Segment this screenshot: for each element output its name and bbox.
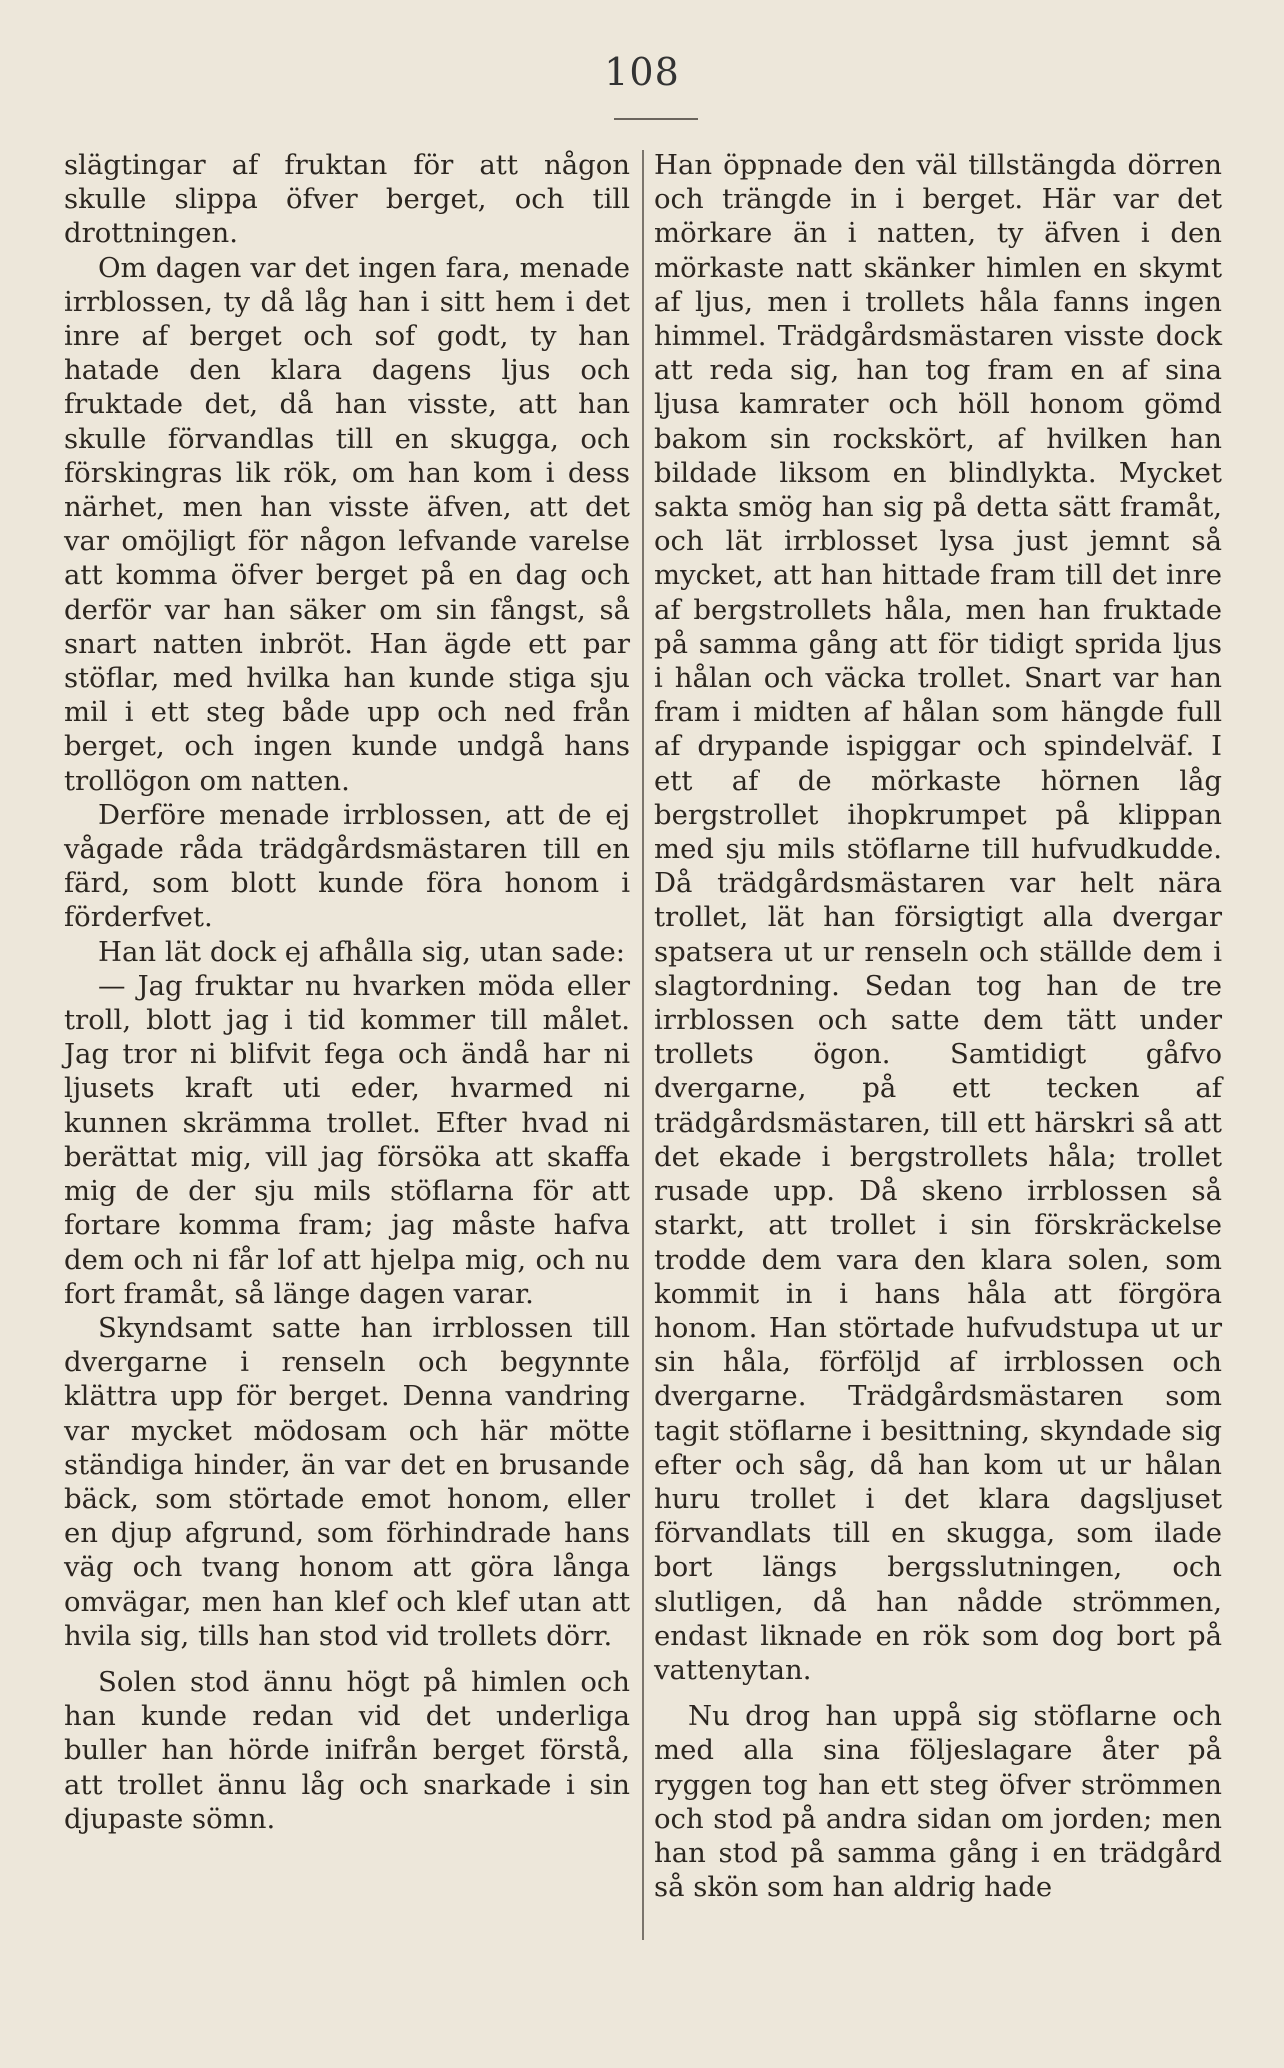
paragraph: — Jag fruktar nu hvarken möda eller troll, blott jag i tid kommer till målet. Jag tror ni blifvit fega och ändå har ni ljusets kraft uti eder, hvarmed ni kunnen skrämma trollet. Efter hvad ni berättat mig, vill jag försöka att skaffa mig de der sju mils stöflarna för att fortare komma fram; jag måste hafva dem och ni får lof att hjelpa mig, och nu fort framåt, så länge dagen varar.: [64, 969, 630, 1310]
paragraph: Han öppnade den väl tillstängda dörren och trängde in i berget. Här var det mörkare än i natten, ty äfven i den mörkaste natt skänker himlen en skymt af ljus, men i trollets håla fanns ingen himmel. Trädgårdsmästaren visste dock att reda sig, han tog fram en af sina ljusa kamrater och höll honom gömd bakom sin rockskört, af hvilken han bildade liksom en blindlykta. Mycket sakta smög han sig på detta sätt framåt, och lät irrblosset lysa just jemnt så mycket, att han hittade fram till det inre af bergstrollets håla, men han fruktade på samma gång att för tidigt sprida ljus i hålan och väcka trollet. Snart var han fram i midten af hålan som hängde full af drypande ispiggar och spindelväf. I ett af de mörkaste hörnen låg bergstrollet ihopkrumpet på klippan med sju mils stöflarne till hufvudkudde. Då trädgårdsmästaren var helt nära trollet, lät han försigtigt alla dvergar spatsera ut ur renseln och ställde dem i slagtordning. Sedan tog han de tre irrblossen och satte dem tätt under trollets ögon. Samtidigt gåfvo dvergarne, på ett tecken af trädgårdsmästaren, till ett härskri så att det ekade i bergstrollets håla; trollet rusade upp. Då skeno irrblossen så starkt, att trollet i sin förskräckelse trodde dem vara den klara solen, som kommit in i hans håla att förgöra honom. Han störtade hufvudstupa ut ur sin håla, förföljd af irrblossen och dvergarne. Trädgårdsmästaren som tagit stöflarne i besittning, skyndade sig efter och såg, då han kom ut ur hålan huru trollet i det klara dagsljuset förvandlats till en skugga, som ilade bort längs bergsslutningen, och slutligen, då han nådde strömmen, endast liknade en rök som dog bort på vattenytan.: [654, 149, 1222, 1686]
paragraph: slägtingar af fruktan för att någon skulle slippa öfver berget, och till drottningen.: [64, 149, 630, 250]
paragraph: Nu drog han uppå sig stöflarne och med alla sina följeslagare åter på ryggen tog han ett steg öfver strömmen och stod på andra sidan om jorden; men han stod på samma gång i en trädgård så skön som han aldrig hade: [654, 1700, 1222, 1904]
right-column: [654, 148, 1222, 1904]
paragraph: Solen stod ännu högt på himlen och han kunde redan vid det underliga buller han hörde inifrån berget förstå, att trollet ännu låg och snarkade i sin djupaste sömn.: [64, 1665, 630, 1835]
column-divider: [642, 150, 644, 1940]
paragraph: Skyndsamt satte han irrblossen till dvergarne i renseln och begynnte klättra upp för berget. Denna vandring var mycket mödosam och här mötte ständiga hinder, än var det en brusande bäck, som störtade emot honom, eller en djup afgrund, som förhindrade hans väg och tvang honom att göra långa omvägar, men han klef och klef utan att hvila sig, tills han stod vid trollets dörr.: [64, 1311, 630, 1652]
page-number: 108: [604, 50, 680, 94]
left-column: [64, 148, 630, 1836]
paragraph: Han lät dock ej afhålla sig, utan sade:: [98, 935, 625, 968]
paragraph: Om dagen var det ingen fara, menade irrblossen, ty då låg han i sitt hem i det inre af berget och sof godt, ty han hatade den klara dagens ljus och fruktade det, då han visste, att han skulle förvandlas till en skugga, och förskingras lik rök, om han kom i dess närhet, men han visste äfven, att det var omöjligt för någon lefvande varelse att komma öfver berget på en dag och derför var han säker om sin fångst, så snart natten inbröt. Han ägde ett par stöflar, med hvilka han kunde stiga sju mil i ett steg både upp och ned från berget, och ingen kunde undgå hans trollögon om natten.: [64, 251, 630, 797]
paragraph: Derföre menade irrblossen, att de ej vågade råda trädgårdsmästaren till en färd, som blott kunde föra honom i förderfvet.: [64, 798, 630, 934]
header-rule: [614, 118, 698, 120]
